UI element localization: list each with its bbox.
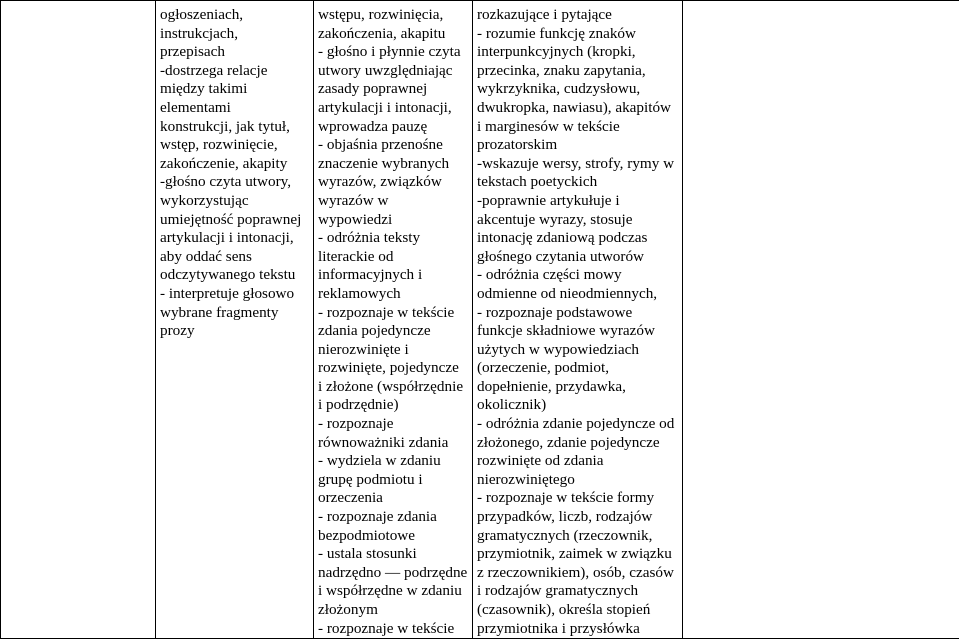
text-line: -głośno czyta utwory, — [160, 173, 309, 192]
text-line: wykorzystując — [160, 192, 309, 211]
text-line: reklamowych — [318, 285, 468, 304]
table-cell-empty-right — [683, 1, 959, 639]
text-line: instrukcjach, — [160, 25, 309, 44]
text-line: ogłoszeniach, — [160, 6, 309, 25]
text-line: przypadków, liczb, rodzajów — [477, 508, 678, 527]
text-line: i złożone (współrzędnie — [318, 378, 468, 397]
text-line: między takimi — [160, 80, 309, 99]
text-line: -dostrzega relacje — [160, 62, 309, 81]
text-line: złożonym — [318, 601, 468, 620]
text-line: - wydziela w zdaniu — [318, 452, 468, 471]
text-line: przecinka, znaku zapytania, — [477, 62, 678, 81]
text-line: konstrukcji, jak tytuł, — [160, 118, 309, 137]
text-line: - odróżnia teksty — [318, 229, 468, 248]
text-line: artykulacji i intonacji, — [318, 99, 468, 118]
text-line: wprowadza pauzę — [318, 118, 468, 137]
text-line: rozwinięte od zdania — [477, 452, 678, 471]
text-line: akcentuje wyrazy, stosuje — [477, 211, 678, 230]
text-line: użytych w wypowiedziach — [477, 341, 678, 360]
text-line: (orzeczenie, podmiot, — [477, 359, 678, 378]
text-line: - głośno i płynnie czyta — [318, 43, 468, 62]
text-line: gramatycznych (rzeczownik, — [477, 527, 678, 546]
text-line: bezpodmiotowe — [318, 527, 468, 546]
text-line: utwory uwzględniając — [318, 62, 468, 81]
text-line: - odróżnia części mowy — [477, 266, 678, 285]
text-line: zakończenie, akapity — [160, 155, 309, 174]
text-line: (czasownik), określa stopień — [477, 601, 678, 620]
text-line: głośnego czytania utworów — [477, 248, 678, 267]
text-line: zdania pojedyncze — [318, 322, 468, 341]
text-line: -wskazuje wersy, strofy, rymy w — [477, 155, 678, 174]
text-line: i podrzędnie) — [318, 396, 468, 415]
text-line: umiejętność poprawnej — [160, 211, 309, 230]
text-line: - rozpoznaje zdania — [318, 508, 468, 527]
text-line: - rozpoznaje w tekście — [318, 304, 468, 323]
text-line: -poprawnie artykułuje i — [477, 192, 678, 211]
text-line: - rozpoznaje — [318, 415, 468, 434]
table-cell-column-2 — [314, 1, 473, 639]
text-line: wypowiedzi — [318, 211, 468, 230]
text-line: dwukropka, nawiasu), akapitów — [477, 99, 678, 118]
text-line: i współrzędne w zdaniu — [318, 582, 468, 601]
text-line: okolicznik) — [477, 396, 678, 415]
table-row — [1, 1, 959, 639]
table-cell-empty-left — [1, 1, 156, 639]
text-line: rozwinięte, pojedyncze — [318, 359, 468, 378]
text-line: interpunkcyjnych (kropki, — [477, 43, 678, 62]
text-line: - ustala stosunki — [318, 545, 468, 564]
text-line: - rozpoznaje w tekście formy — [477, 489, 678, 508]
text-line: przepisach — [160, 43, 309, 62]
table-cell-column-1 — [156, 1, 314, 639]
text-line: przymiotnik, zaimek w związku — [477, 545, 678, 564]
text-line: złożonego, zdanie pojedyncze — [477, 434, 678, 453]
text-line: tekstach poetyckich — [477, 173, 678, 192]
text-line: wykrzyknika, cudzysłowu, — [477, 80, 678, 99]
text-line: zakończenia, akapitu — [318, 25, 468, 44]
text-line: aby oddać sens — [160, 248, 309, 267]
text-line: znaczenie wybranych — [318, 155, 468, 174]
text-line: elementami — [160, 99, 309, 118]
text-line: odmienne od nieodmiennych, — [477, 285, 678, 304]
text-line: odczytywanego tekstu — [160, 266, 309, 285]
text-line: przymiotnika i przysłówka — [477, 620, 678, 639]
text-line: grupę podmiotu i — [318, 471, 468, 490]
text-line: - rozumie funkcję znaków — [477, 25, 678, 44]
text-line: artykulacji i intonacji, — [160, 229, 309, 248]
text-line: prozatorskim — [477, 136, 678, 155]
text-line: i marginesów w tekście — [477, 118, 678, 137]
text-line: nierozwinięte i — [318, 341, 468, 360]
text-line: nierozwiniętego — [477, 471, 678, 490]
text-line: - interpretuje głosowo — [160, 285, 309, 304]
text-line: i rodzajów gramatycznych — [477, 582, 678, 601]
text-line: - rozpoznaje w tekście — [318, 620, 468, 639]
text-line: wyrazów, związków — [318, 173, 468, 192]
text-line: wstęp, rozwinięcie, — [160, 136, 309, 155]
text-line: - odróżnia zdanie pojedyncze od — [477, 415, 678, 434]
text-line: rozkazujące i pytające — [477, 6, 678, 25]
text-line: zasady poprawnej — [318, 80, 468, 99]
text-line: intonację zdaniową podczas — [477, 229, 678, 248]
text-line: wybrane fragmenty — [160, 304, 309, 323]
text-line: wyrazów w — [318, 192, 468, 211]
text-line: równoważniki zdania — [318, 434, 468, 453]
table-cell-column-3 — [473, 1, 683, 639]
text-line: prozy — [160, 322, 309, 341]
text-line: literackie od — [318, 248, 468, 267]
text-line: orzeczenia — [318, 489, 468, 508]
text-line: funkcje składniowe wyrazów — [477, 322, 678, 341]
text-line: nadrzędno — podrzędne — [318, 564, 468, 583]
text-line: z rzeczownikiem), osób, czasów — [477, 564, 678, 583]
text-line: informacyjnych i — [318, 266, 468, 285]
text-line: wstępu, rozwinięcia, — [318, 6, 468, 25]
text-line: dopełnienie, przydawka, — [477, 378, 678, 397]
text-line: - rozpoznaje podstawowe — [477, 304, 678, 323]
text-line: - objaśnia przenośne — [318, 136, 468, 155]
